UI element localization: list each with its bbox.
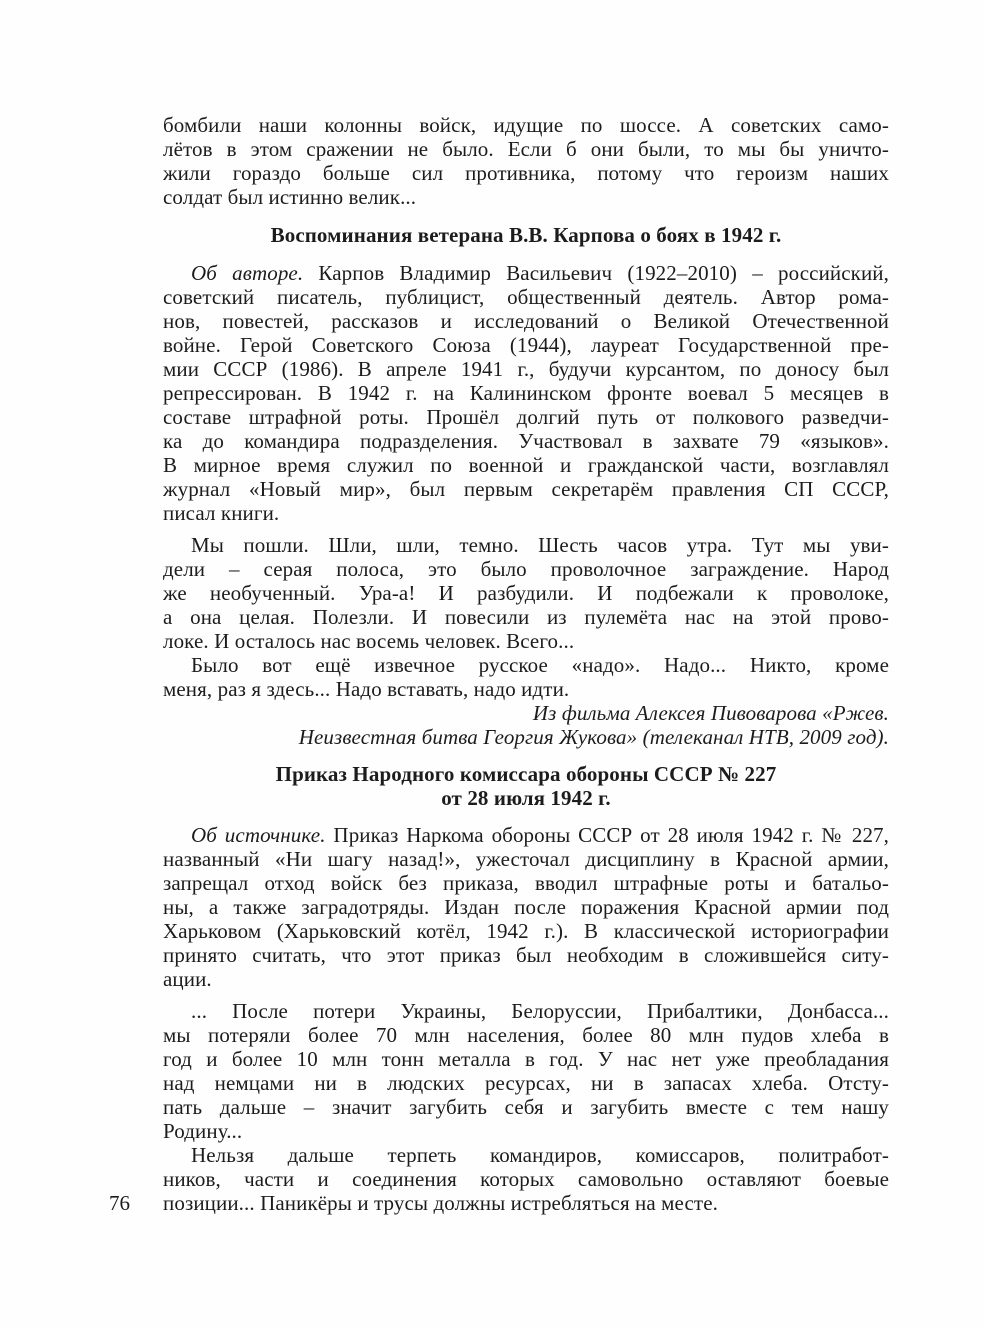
text-line: мии СССР (1986). В апреле 1941 г., будучи курсантом, по доносу был [163, 357, 889, 381]
text-line: а она целая. Полезли. И повесили из пулемёта нас на этой прово- [163, 605, 889, 629]
text-line [163, 261, 889, 285]
continuation-paragraph [163, 113, 889, 209]
text-line: локе. И осталось нас восемь человек. Всего... [163, 629, 575, 653]
text-line: Мы пошли. Шли, шли, темно. Шесть часов утра. Тут мы уви- [191, 533, 889, 557]
text-line: Родину... [163, 1119, 243, 1143]
source-attribution [163, 701, 889, 749]
text-line: В мирное время служил по военной и гражданской части, возглавлял [163, 453, 889, 477]
text-line [163, 823, 889, 847]
text-line: ников, части и соединения которых самовольно оставляют боевые [163, 1167, 889, 1191]
text-segment: Карпов Владимир Васильевич (1922–2010) – российский, [303, 261, 889, 285]
text-line: ны, а также заградотряды. Издан после поражения Красной армии под [163, 895, 889, 919]
text-line: нов, повестей, рассказов и исследований о Великой Отечественной [163, 309, 889, 333]
text-line: солдат был истинно велик... [163, 185, 417, 209]
order-quote-paragraph-2 [163, 1143, 889, 1215]
text-line: Харьковом (Харьковский котёл, 1942 г.). В классической историографии [163, 919, 889, 943]
order-227-heading [163, 762, 889, 810]
text-line: дели – серая полоса, это было проволочное заграждение. Народ [163, 557, 889, 581]
text-line: журнал «Новый мир», был первым секретарём правления СП СССР, [163, 477, 889, 501]
attribution-line: Из фильма Алексея Пивоварова «Ржев. [532, 701, 889, 725]
text-line: меня, раз я здесь... Надо вставать, надо идти. [163, 677, 570, 701]
italic-lead: Об авторе. [191, 261, 304, 285]
text-line: год и более 10 млн тонн металла в год. У нас нет уже преобладания [163, 1047, 889, 1071]
text-line: советский писатель, публицист, общественный деятель. Автор рома- [163, 285, 889, 309]
text-column [163, 113, 889, 1215]
text-line: над немцами ни в людских ресурсах, ни в запасах хлеба. Отсту- [163, 1071, 889, 1095]
text-line: мы потеряли более 70 млн населения, более 80 млн пудов хлеба в [163, 1023, 889, 1047]
text-line: позиции... Паникёры и трусы должны истребляться на месте. [163, 1191, 718, 1215]
order-heading-line-1: Приказ Народного комиссара обороны СССР № 227 [275, 762, 777, 786]
text-line: войне. Герой Советского Союза (1944), лауреат Государственной пре- [163, 333, 889, 357]
text-line: Нельзя дальше терпеть командиров, комиссаров, политработ- [191, 1143, 889, 1167]
order-quote-paragraph-1 [163, 999, 889, 1143]
memoir-heading: Воспоминания ветерана В.В. Карпова о боях в 1942 г. [270, 223, 782, 247]
text-line: жили гораздо больше сил противника, потому что героизм наших [163, 161, 889, 185]
text-line: принято считать, что этот приказ был необходим в сложившейся ситу- [163, 943, 889, 967]
text-line: репрессирован. В 1942 г. на Калининском фронте воевал 5 месяцев в [163, 381, 889, 405]
text-line: Было вот ещё извечное русское «надо». Надо... Никто, кроме [191, 653, 889, 677]
text-line: писал книги. [163, 501, 280, 525]
text-line: запрещал отход войск без приказа, вводил штрафные роты и батальо- [163, 871, 889, 895]
attribution-line: Неизвестная битва Георгия Жукова» (телеканал НТВ, 2009 год). [298, 725, 889, 749]
text-line: названный «Ни шагу назад!», ужесточал дисциплину в Красной армии, [163, 847, 889, 871]
memoir-quote-paragraph-2 [163, 653, 889, 701]
about-source-paragraph [163, 823, 889, 991]
page-number: 76 [109, 1191, 130, 1215]
order-heading-line-2: от 28 июля 1942 г. [441, 786, 611, 810]
text-line: лётов в этом сражении не было. Если б они были, то мы бы уничто- [163, 137, 889, 161]
text-segment: Приказ Наркома обороны СССР от 28 июля 1942 г. № 227, [325, 823, 889, 847]
text-line: ... После потери Украины, Белоруссии, Прибалтики, Донбасса... [191, 999, 889, 1023]
text-line: ка до командира подразделения. Участвовал в захвате 79 «языков». [163, 429, 889, 453]
text-line: пать дальше – значит загубить себя и загубить вместе с тем нашу [163, 1095, 889, 1119]
text-line: составе штрафной роты. Прошёл долгий путь от полкового разведчи- [163, 405, 889, 429]
about-author-paragraph [163, 261, 889, 525]
text-line: бомбили наши колонны войск, идущие по шоссе. А советских само- [163, 113, 889, 137]
text-line: ации. [163, 967, 212, 991]
memoir-quote-paragraph-1 [163, 533, 889, 653]
text-line: же необученный. Ура-а! И разбудили. И подбежали к проволоке, [163, 581, 889, 605]
italic-lead: Об источнике. [191, 823, 326, 847]
